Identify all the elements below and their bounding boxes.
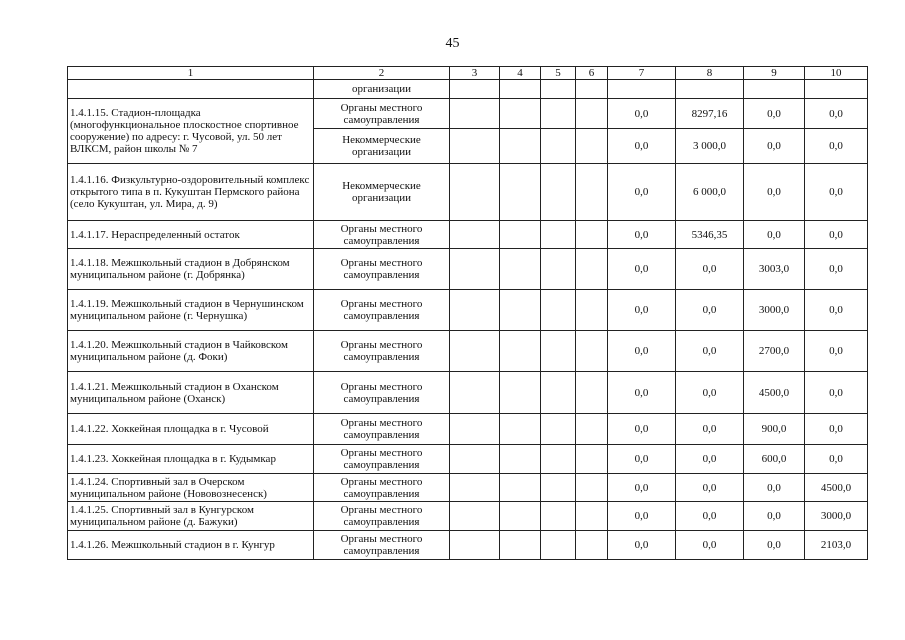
item-name: 1.4.1.18. Межшкольный стадион в Добрянском муниципальном районе (г. Добрянка): [68, 249, 314, 290]
value-cell: 0,0: [744, 99, 805, 129]
table-row: [68, 372, 868, 414]
executor-cell: Органы местного самоуправления: [314, 531, 450, 560]
value-cell: 0,0: [744, 221, 805, 249]
value-cell: 0,0: [676, 331, 744, 372]
value-cell: 0,0: [608, 331, 676, 372]
value-cell: 0,0: [608, 290, 676, 331]
value-cell: 2103,0: [805, 531, 868, 560]
value-cell: 0,0: [676, 531, 744, 560]
executor-cell: Органы местного самоуправления: [314, 99, 450, 129]
item-name: 1.4.1.17. Нераспределенный остаток: [68, 221, 314, 249]
item-name: 1.4.1.23. Хоккейная площадка в г. Кудымкар: [68, 445, 314, 474]
item-name: 1.4.1.15. Стадион-площадка (многофункциональное плоскостное спортивное сооружение) по адресу: г. Чусовой, ул. 50 лет ВЛКСМ, район школы № 7: [68, 99, 314, 164]
col-header: 1: [68, 67, 314, 80]
value-cell: 900,0: [744, 414, 805, 445]
value-cell: 0,0: [608, 372, 676, 414]
value-cell: 5346,35: [676, 221, 744, 249]
value-cell: 3003,0: [744, 249, 805, 290]
item-name: 1.4.1.22. Хоккейная площадка в г. Чусовой: [68, 414, 314, 445]
value-cell: 0,0: [805, 445, 868, 474]
col-header: 7: [608, 67, 676, 80]
table-row: [68, 221, 868, 249]
table-row: [68, 164, 868, 221]
value-cell: 3000,0: [805, 502, 868, 531]
value-cell: 0,0: [805, 372, 868, 414]
table-row: [68, 531, 868, 560]
value-cell: 3 000,0: [676, 129, 744, 164]
item-name: 1.4.1.19. Межшкольный стадион в Чернушинском муниципальном районе (г. Чернушка): [68, 290, 314, 331]
col-header: 4: [500, 67, 541, 80]
item-name: 1.4.1.26. Межшкольный стадион в г. Кунгур: [68, 531, 314, 560]
value-cell: 600,0: [744, 445, 805, 474]
value-cell: 0,0: [676, 372, 744, 414]
value-cell: 0,0: [744, 502, 805, 531]
value-cell: 0,0: [608, 221, 676, 249]
value-cell: 0,0: [676, 502, 744, 531]
value-cell: 0,0: [805, 290, 868, 331]
executor-cell: Органы местного самоуправления: [314, 221, 450, 249]
value-cell: 0,0: [805, 221, 868, 249]
col-header: 9: [744, 67, 805, 80]
executor-cell: Органы местного самоуправления: [314, 414, 450, 445]
value-cell: 3000,0: [744, 290, 805, 331]
value-cell: 0,0: [608, 502, 676, 531]
col-header: 10: [805, 67, 868, 80]
value-cell: 0,0: [608, 164, 676, 221]
value-cell: 0,0: [608, 445, 676, 474]
value-cell: 0,0: [744, 531, 805, 560]
table-row: [68, 249, 868, 290]
page-number: 45: [445, 36, 460, 51]
executor-cell: Органы местного самоуправления: [314, 502, 450, 531]
value-cell: 0,0: [608, 414, 676, 445]
item-name: 1.4.1.25. Спортивный зал в Кунгурском муниципальном районе (д. Бажуки): [68, 502, 314, 531]
col-header: 6: [576, 67, 608, 80]
value-cell: 6 000,0: [676, 164, 744, 221]
value-cell: 8297,16: [676, 99, 744, 129]
value-cell: 0,0: [608, 99, 676, 129]
table-row: [68, 474, 868, 502]
table-row: [68, 331, 868, 372]
header-row: [68, 67, 868, 80]
value-cell: 0,0: [676, 474, 744, 502]
table-row: [68, 502, 868, 531]
executor-cell: организации: [314, 80, 450, 99]
value-cell: 0,0: [744, 129, 805, 164]
executor-cell: Органы местного самоуправления: [314, 290, 450, 331]
col-header: 5: [541, 67, 576, 80]
executor-cell: Органы местного самоуправления: [314, 474, 450, 502]
table-row: [68, 290, 868, 331]
value-cell: 0,0: [805, 331, 868, 372]
value-cell: 0,0: [676, 445, 744, 474]
executor-cell: Органы местного самоуправления: [314, 331, 450, 372]
table-row: [68, 80, 868, 99]
cell: [68, 80, 314, 99]
value-cell: 0,0: [676, 249, 744, 290]
table-row: [68, 414, 868, 445]
value-cell: 0,0: [805, 164, 868, 221]
item-name: 1.4.1.16. Физкультурно-оздоровительный комплекс открытого типа в п. Кукуштан Пермского района (село Кукуштан, ул. Мира, д. 9): [68, 164, 314, 221]
value-cell: 0,0: [608, 531, 676, 560]
value-cell: 0,0: [744, 164, 805, 221]
item-name: 1.4.1.24. Спортивный зал в Очерском муниципальном районе (Нововознесенск): [68, 474, 314, 502]
value-cell: 0,0: [805, 249, 868, 290]
executor-cell: Органы местного самоуправления: [314, 249, 450, 290]
item-name: 1.4.1.20. Межшкольный стадион в Чайковском муниципальном районе (д. Фоки): [68, 331, 314, 372]
table-row: [68, 99, 868, 129]
col-header: 8: [676, 67, 744, 80]
item-name: 1.4.1.21. Межшкольный стадион в Оханском муниципальном районе (Оханск): [68, 372, 314, 414]
executor-cell: Органы местного самоуправления: [314, 445, 450, 474]
value-cell: 0,0: [744, 474, 805, 502]
budget-table: [67, 66, 868, 560]
col-header: 3: [450, 67, 500, 80]
value-cell: 0,0: [676, 290, 744, 331]
executor-cell: Органы местного самоуправления: [314, 372, 450, 414]
value-cell: 4500,0: [805, 474, 868, 502]
col-header: 2: [314, 67, 450, 80]
value-cell: 0,0: [608, 249, 676, 290]
executor-cell: Некоммерческие организации: [314, 129, 450, 164]
value-cell: 0,0: [608, 474, 676, 502]
value-cell: 0,0: [608, 129, 676, 164]
table-row: [68, 445, 868, 474]
value-cell: 0,0: [805, 129, 868, 164]
value-cell: 0,0: [805, 99, 868, 129]
value-cell: 0,0: [805, 414, 868, 445]
value-cell: 0,0: [676, 414, 744, 445]
value-cell: 4500,0: [744, 372, 805, 414]
executor-cell: Некоммерческие организации: [314, 164, 450, 221]
value-cell: 2700,0: [744, 331, 805, 372]
